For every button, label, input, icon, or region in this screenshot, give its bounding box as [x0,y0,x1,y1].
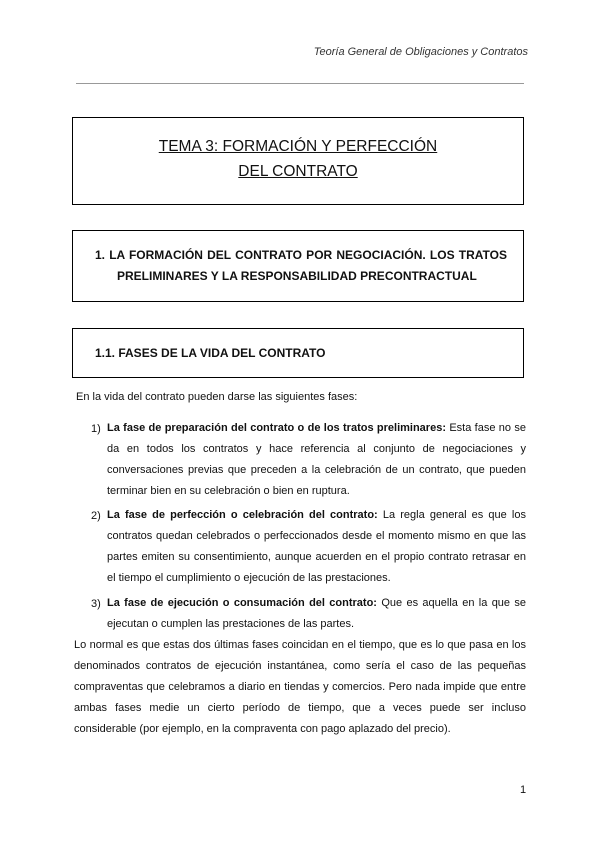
header-divider [76,83,524,84]
phase-title: La fase de preparación del contrato o de los tratos preliminares: [107,422,446,434]
section-1-heading-line-2: PRELIMINARES Y LA RESPONSABILIDAD PRECONTRACTUAL [117,269,477,283]
section-1-heading-line-1: 1. LA FORMACIÓN DEL CONTRATO POR NEGOCIACIÓN. LOS TRATOS [95,248,507,262]
phase-title: La fase de perfección o celebración del contrato: [107,509,378,521]
phase-text [107,505,526,589]
phase-title: La fase de ejecución o consumación del contrato: [107,597,377,609]
phase-description: La regla general es que los contratos quedan celebrados o perfeccionados desde el momento mismo en que las partes emiten su consentimiento, aunque acuerden en el propio contrato retrasar en el tiempo el cumplimiento o ejecución de las prestaciones. [107,509,526,584]
section-1-1-box [72,328,524,378]
phase-number: 1) [91,423,101,435]
running-header: Teoría General de Obligaciones y Contratos [313,46,528,58]
phase-description: Esta fase no se da en todos los contratos y hace referencia al conjunto de negociaciones y conversaciones previas que preceden a la celebración de un contrato, que pueden terminar bien en su celebración o bien en ruptura. [107,422,526,497]
intro-text: En la vida del contrato pueden darse las siguientes fases: [76,391,358,403]
phase-description: Que es aquella en la que se ejecutan o cumplen las prestaciones de las partes. [107,597,526,630]
phase-text [107,593,526,635]
phase-number: 3) [91,598,101,610]
phase-number: 2) [91,510,101,522]
section-1-1-heading: 1.1. FASES DE LA VIDA DEL CONTRATO [95,346,326,360]
closing-paragraph: Lo normal es que estas dos últimas fases coincidan en el tiempo, que es lo que pasa en los denominados contratos de ejecución instantánea, como sería el caso de las pequeñas compraventas que celebramos a diario en tiendas y comercios. Pero nada impide que entre ambas fases medie un cierto período de tiempo, que a veces puede ser incluso considerable (por ejemplo, en la compraventa con pago aplazado del precio). [74,639,526,735]
section-1-box [72,230,524,302]
title-line-1: TEMA 3: FORMACIÓN Y PERFECCIÓN [158,138,438,155]
page-number: 1 [520,784,527,796]
title-line-2: DEL CONTRATO [238,163,358,180]
phase-text [107,418,526,502]
title-box [72,117,524,205]
